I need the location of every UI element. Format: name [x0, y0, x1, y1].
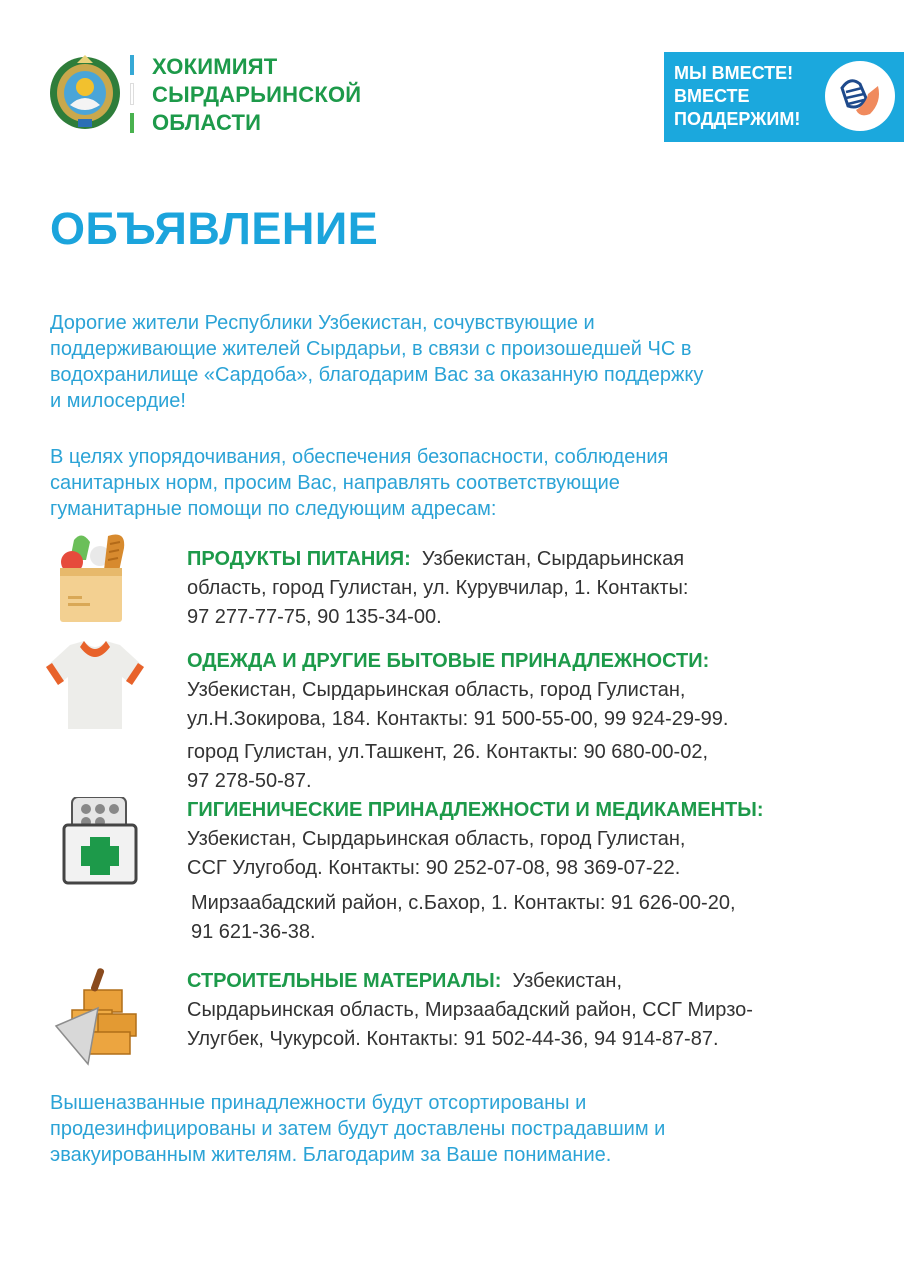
food-line: 97 277-77-75, 90 135-34-00.	[187, 606, 442, 628]
intro-line: Дорогие жители Республики Узбекистан, сочувствующие и	[50, 312, 595, 334]
closing-line: Вышеназванные принадлежности будут отсортированы и	[50, 1092, 587, 1114]
clothing-heading: ОДЕЖДА И ДРУГИЕ БЫТОВЫЕ ПРИНАДЛЕЖНОСТИ:	[187, 650, 710, 672]
helping-hands-icon	[822, 58, 898, 139]
request-line: В целях упорядочивания, обеспечения безопасности, соблюдения	[50, 446, 669, 468]
organization-name	[130, 53, 361, 137]
construction-heading: СТРОИТЕЛЬНЫЕ МАТЕРИАЛЫ:	[187, 970, 502, 992]
intro-line: поддерживающие жителей Сырдарьи, в связи с произошедшей ЧС в	[50, 338, 692, 360]
bricks-trowel-icon	[50, 968, 140, 1073]
page-title: ОБЪЯВЛЕНИЕ	[50, 203, 379, 254]
hygiene-heading: ГИГИЕНИЧЕСКИЕ ПРИНАДЛЕЖНОСТИ И МЕДИКАМЕНТЫ:	[187, 799, 764, 821]
grocery-bag-icon	[52, 530, 132, 630]
clothing-line: 97 278-50-87.	[187, 770, 312, 792]
badge-line-2: ВМЕСТЕ	[674, 86, 750, 106]
hygiene-line: 91 621-36-38.	[191, 921, 316, 943]
org-line-3: ОБЛАСТИ	[152, 110, 262, 135]
clothing-line: город Гулистан, ул.Ташкент, 26. Контакты: 90 680-00-02,	[187, 741, 708, 763]
closing-line: эвакуированным жителям. Благодарим за Ваше понимание.	[50, 1144, 612, 1166]
food-line: область, город Гулистан, ул. Курувчилар, 1. Контакты:	[187, 577, 689, 599]
org-line-1: ХОКИМИЯТ	[152, 54, 278, 79]
closing-paragraph	[50, 1090, 880, 1168]
clothing-line: ул.Н.Зокирова, 184. Контакты: 91 500-55-00, 99 924-29-99.	[187, 708, 729, 730]
construction-line: Сырдарьинская область, Мирзаабадский район, ССГ Мирзо-	[187, 999, 753, 1021]
intro-line: и милосердие!	[50, 390, 186, 412]
badge-line-3: ПОДДЕРЖИМ!	[674, 109, 801, 129]
construction-line: Узбекистан,	[512, 970, 622, 992]
food-line: Узбекистан, Сырдарьинская	[421, 548, 685, 570]
request-line: гуманитарные помощи по следующим адресам:	[50, 498, 497, 520]
food-section	[187, 545, 887, 632]
color-bars	[130, 55, 134, 141]
clothing-section	[187, 647, 887, 796]
intro-line: водохранилище «Сардоба», благодарим Вас за оказанную поддержку	[50, 364, 704, 386]
construction-section	[187, 967, 887, 1054]
food-heading: ПРОДУКТЫ ПИТАНИЯ:	[187, 548, 411, 570]
hygiene-line: ССГ Улугобод. Контакты: 90 252-07-08, 98 369-07-22.	[187, 857, 681, 879]
closing-line: продезинфицированы и затем будут доставлены пострадавшим и	[50, 1118, 666, 1140]
clothing-line: Узбекистан, Сырдарьинская область, город Гулистан,	[187, 679, 686, 701]
uzbekistan-emblem-icon	[48, 53, 122, 131]
first-aid-kit-icon	[62, 797, 138, 892]
hygiene-section	[187, 796, 887, 947]
request-line: санитарных норм, просим Вас, направлять соответствующие	[50, 472, 620, 494]
badge-line-1: МЫ ВМЕСТЕ!	[674, 63, 794, 83]
org-line-2: СЫРДАРЬИНСКОЙ	[152, 82, 362, 107]
hygiene-line: Узбекистан, Сырдарьинская область, город Гулистан,	[187, 828, 686, 850]
request-paragraph	[50, 444, 880, 522]
intro-paragraph	[50, 310, 880, 414]
construction-line: Улугбек, Чукурсой. Контакты: 91 502-44-36, 94 914-87-87.	[187, 1028, 719, 1050]
together-badge	[664, 52, 904, 142]
hygiene-line: Мирзаабадский район, с.Бахор, 1. Контакты: 91 626-00-20,	[191, 892, 736, 914]
shirt-icon	[40, 637, 150, 737]
